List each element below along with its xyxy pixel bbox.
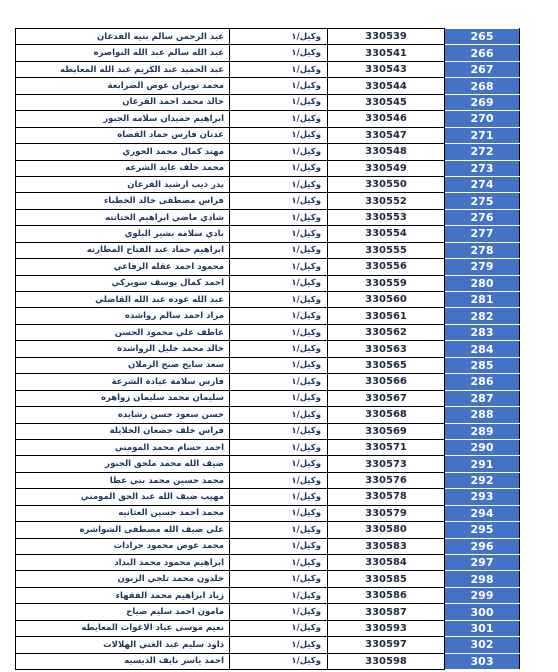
role-cell: وكيل/١: [230, 209, 328, 225]
role-cell: وكيل/١: [230, 176, 328, 192]
name-cell: محمد خلف عايد الشرعه: [16, 160, 230, 176]
index-cell: 271: [445, 127, 520, 143]
name-cell: عاطف علي محمود الحسن: [16, 324, 230, 340]
code-cell: 330544: [328, 78, 445, 94]
name-cell: علي ضيف الله مصطفى الشواشره: [16, 522, 230, 538]
table-row: [16, 127, 520, 143]
index-cell: 280: [445, 275, 520, 291]
index-cell: 273: [445, 160, 520, 176]
index-cell: 295: [445, 522, 520, 538]
index-cell: 297: [445, 555, 520, 571]
code-cell: 330548: [328, 144, 445, 160]
code-cell: 330569: [328, 423, 445, 439]
index-cell: 274: [445, 176, 520, 192]
code-cell: 330561: [328, 308, 445, 324]
index-cell: 277: [445, 226, 520, 242]
name-cell: خالد محمد خليل الرواشدة: [16, 341, 230, 357]
code-cell: 330550: [328, 176, 445, 192]
index-cell: 300: [445, 604, 520, 620]
index-cell: 284: [445, 341, 520, 357]
role-cell: وكيل/١: [230, 587, 328, 603]
table-row: [16, 505, 520, 521]
table-row: [16, 374, 520, 390]
role-cell: وكيل/١: [230, 94, 328, 110]
name-cell: احمد كمال يوسف سويركي: [16, 275, 230, 291]
code-cell: 330579: [328, 505, 445, 521]
index-cell: 289: [445, 423, 520, 439]
code-cell: 330556: [328, 259, 445, 275]
table-row: [16, 209, 520, 225]
role-cell: وكيل/١: [230, 324, 328, 340]
table-row: [16, 472, 520, 488]
table-row: [16, 522, 520, 538]
name-cell: خالد محمد احمد القرعان: [16, 94, 230, 110]
index-cell: 296: [445, 538, 520, 554]
code-cell: 330598: [328, 653, 445, 669]
name-cell: شادي ماضي ابراهيم الختاتنه: [16, 209, 230, 225]
code-cell: 330562: [328, 324, 445, 340]
name-cell: مامون احمد سليم صياح: [16, 604, 230, 620]
name-cell: عبد الحميد عبد الكريم عبد الله المعايطه: [16, 61, 230, 77]
role-cell: وكيل/١: [230, 29, 328, 45]
code-cell: 330549: [328, 160, 445, 176]
code-cell: 330567: [328, 390, 445, 406]
index-cell: 293: [445, 489, 520, 505]
code-cell: 330554: [328, 226, 445, 242]
table-row: [16, 538, 520, 554]
table-row: [16, 61, 520, 77]
code-cell: 330597: [328, 637, 445, 653]
code-cell: 330541: [328, 45, 445, 61]
name-cell: فراس خلف جضعان الخلايلة: [16, 423, 230, 439]
role-cell: وكيل/١: [230, 111, 328, 127]
table-row: [16, 390, 520, 406]
index-cell: 276: [445, 209, 520, 225]
index-cell: 291: [445, 456, 520, 472]
name-cell: زياد ابراهيم محمد الفقهاء: [16, 587, 230, 603]
name-cell: عبد الله سالم عبد الله النواصره: [16, 45, 230, 61]
roster-body: [16, 29, 520, 670]
name-cell: داود سليم عبد الغني الهلالات: [16, 637, 230, 653]
index-cell: 266: [445, 45, 520, 61]
index-cell: 299: [445, 587, 520, 603]
table-row: [16, 423, 520, 439]
index-cell: 281: [445, 292, 520, 308]
role-cell: وكيل/١: [230, 489, 328, 505]
name-cell: ابراهيم حماد عبد الفتاح المطارنه: [16, 242, 230, 258]
table-row: [16, 242, 520, 258]
index-cell: 301: [445, 620, 520, 636]
index-cell: 268: [445, 78, 520, 94]
name-cell: ابراهيم حميدان سلامه الجبور: [16, 111, 230, 127]
role-cell: وكيل/١: [230, 538, 328, 554]
code-cell: 330571: [328, 439, 445, 455]
name-cell: مراد احمد سالم رواشده: [16, 308, 230, 324]
table-row: [16, 324, 520, 340]
name-cell: محمد عوض محمود جرادات: [16, 538, 230, 554]
code-cell: 330576: [328, 472, 445, 488]
table-row: [16, 29, 520, 45]
code-cell: 330563: [328, 341, 445, 357]
role-cell: وكيل/١: [230, 341, 328, 357]
code-cell: 330587: [328, 604, 445, 620]
code-cell: 330593: [328, 620, 445, 636]
role-cell: وكيل/١: [230, 275, 328, 291]
role-cell: وكيل/١: [230, 571, 328, 587]
table-row: [16, 604, 520, 620]
name-cell: احمد حسام محمد المومني: [16, 439, 230, 455]
code-cell: 330552: [328, 193, 445, 209]
code-cell: 330568: [328, 407, 445, 423]
name-cell: مهند كمال محمد الحوري: [16, 144, 230, 160]
table-row: [16, 489, 520, 505]
code-cell: 330555: [328, 242, 445, 258]
role-cell: وكيل/١: [230, 555, 328, 571]
name-cell: عبد الله عوده عبد الله القاضلي: [16, 292, 230, 308]
table-row: [16, 308, 520, 324]
name-cell: محمد احمد حسين العثانيه: [16, 505, 230, 521]
role-cell: وكيل/١: [230, 61, 328, 77]
name-cell: مهيب ضيف الله عبد الحق المومني: [16, 489, 230, 505]
role-cell: وكيل/١: [230, 308, 328, 324]
table-row: [16, 144, 520, 160]
table-row: [16, 620, 520, 636]
code-cell: 330545: [328, 94, 445, 110]
code-cell: 330565: [328, 357, 445, 373]
index-cell: 278: [445, 242, 520, 258]
index-cell: 285: [445, 357, 520, 373]
role-cell: وكيل/١: [230, 374, 328, 390]
code-cell: 330580: [328, 522, 445, 538]
table-row: [16, 341, 520, 357]
name-cell: عبد الرحمن سالم بنيه الفدعان: [16, 29, 230, 45]
table-row: [16, 94, 520, 110]
code-cell: 330546: [328, 111, 445, 127]
role-cell: وكيل/١: [230, 604, 328, 620]
code-cell: 330543: [328, 61, 445, 77]
index-cell: 265: [445, 29, 520, 45]
role-cell: وكيل/١: [230, 357, 328, 373]
role-cell: وكيل/١: [230, 620, 328, 636]
role-cell: وكيل/١: [230, 242, 328, 258]
table-row: [16, 78, 520, 94]
index-cell: 294: [445, 505, 520, 521]
name-cell: خلدون محمد تلجي الزبون: [16, 571, 230, 587]
table-row: [16, 193, 520, 209]
role-cell: وكيل/١: [230, 522, 328, 538]
role-cell: وكيل/١: [230, 390, 328, 406]
index-cell: 286: [445, 374, 520, 390]
table-row: [16, 259, 520, 275]
table-row: [16, 226, 520, 242]
name-cell: فراس مصطفى خالد الخطباء: [16, 193, 230, 209]
index-cell: 290: [445, 439, 520, 455]
code-cell: 330547: [328, 127, 445, 143]
table-row: [16, 160, 520, 176]
index-cell: 287: [445, 390, 520, 406]
role-cell: وكيل/١: [230, 160, 328, 176]
table-row: [16, 111, 520, 127]
table-row: [16, 555, 520, 571]
name-cell: سليمان محمد سليمان زواهره: [16, 390, 230, 406]
name-cell: ابراهيم محمود محمد البداد: [16, 555, 230, 571]
index-cell: 275: [445, 193, 520, 209]
role-cell: وكيل/١: [230, 423, 328, 439]
table-row: [16, 407, 520, 423]
code-cell: 330584: [328, 555, 445, 571]
role-cell: وكيل/١: [230, 144, 328, 160]
index-cell: 279: [445, 259, 520, 275]
role-cell: وكيل/١: [230, 456, 328, 472]
name-cell: بدر ذيب ارشيد القرعان: [16, 176, 230, 192]
name-cell: عدنان فارس حماد القضاه: [16, 127, 230, 143]
name-cell: بادي سلامه بشير البلوي: [16, 226, 230, 242]
index-cell: 269: [445, 94, 520, 110]
table-row: [16, 275, 520, 291]
table-row: [16, 571, 520, 587]
role-cell: وكيل/١: [230, 472, 328, 488]
name-cell: سعد سايح صبح الرملان: [16, 357, 230, 373]
table-row: [16, 456, 520, 472]
code-cell: 330578: [328, 489, 445, 505]
table-row: [16, 176, 520, 192]
index-cell: 303: [445, 653, 520, 669]
role-cell: وكيل/١: [230, 505, 328, 521]
role-cell: وكيل/١: [230, 439, 328, 455]
role-cell: وكيل/١: [230, 292, 328, 308]
name-cell: احمد ياسر نايف الديسيه: [16, 653, 230, 669]
name-cell: ضيف الله محمد ملحق الجبور: [16, 456, 230, 472]
index-cell: 270: [445, 111, 520, 127]
index-cell: 298: [445, 571, 520, 587]
index-cell: 292: [445, 472, 520, 488]
index-cell: 282: [445, 308, 520, 324]
code-cell: 330586: [328, 587, 445, 603]
table-row: [16, 637, 520, 653]
table-row: [16, 439, 520, 455]
role-cell: وكيل/١: [230, 653, 328, 669]
code-cell: 330539: [328, 29, 445, 45]
name-cell: حسن سعود حسن رشايده: [16, 407, 230, 423]
role-cell: وكيل/١: [230, 226, 328, 242]
role-cell: وكيل/١: [230, 407, 328, 423]
index-cell: 267: [445, 61, 520, 77]
name-cell: محمد نويران عوض الضرابعة: [16, 78, 230, 94]
code-cell: 330560: [328, 292, 445, 308]
table-row: [16, 45, 520, 61]
index-cell: 288: [445, 407, 520, 423]
role-cell: وكيل/١: [230, 127, 328, 143]
name-cell: نعيم موسى عياد الاغوات المعايطه: [16, 620, 230, 636]
role-cell: وكيل/١: [230, 45, 328, 61]
index-cell: 272: [445, 144, 520, 160]
index-cell: 283: [445, 324, 520, 340]
role-cell: وكيل/١: [230, 193, 328, 209]
index-cell: 302: [445, 637, 520, 653]
code-cell: 330559: [328, 275, 445, 291]
roster-table: [15, 28, 520, 670]
code-cell: 330585: [328, 571, 445, 587]
code-cell: 330573: [328, 456, 445, 472]
table-row: [16, 587, 520, 603]
table-row: [16, 357, 520, 373]
table-row: [16, 292, 520, 308]
role-cell: وكيل/١: [230, 259, 328, 275]
role-cell: وكيل/١: [230, 78, 328, 94]
name-cell: محمود احمد عقله الرفاعي: [16, 259, 230, 275]
name-cell: محمد حسين محمد بني عطا: [16, 472, 230, 488]
code-cell: 330583: [328, 538, 445, 554]
role-cell: وكيل/١: [230, 637, 328, 653]
name-cell: فارس سلامة عيادة الشرعة: [16, 374, 230, 390]
table-row: [16, 653, 520, 669]
code-cell: 330566: [328, 374, 445, 390]
code-cell: 330553: [328, 209, 445, 225]
